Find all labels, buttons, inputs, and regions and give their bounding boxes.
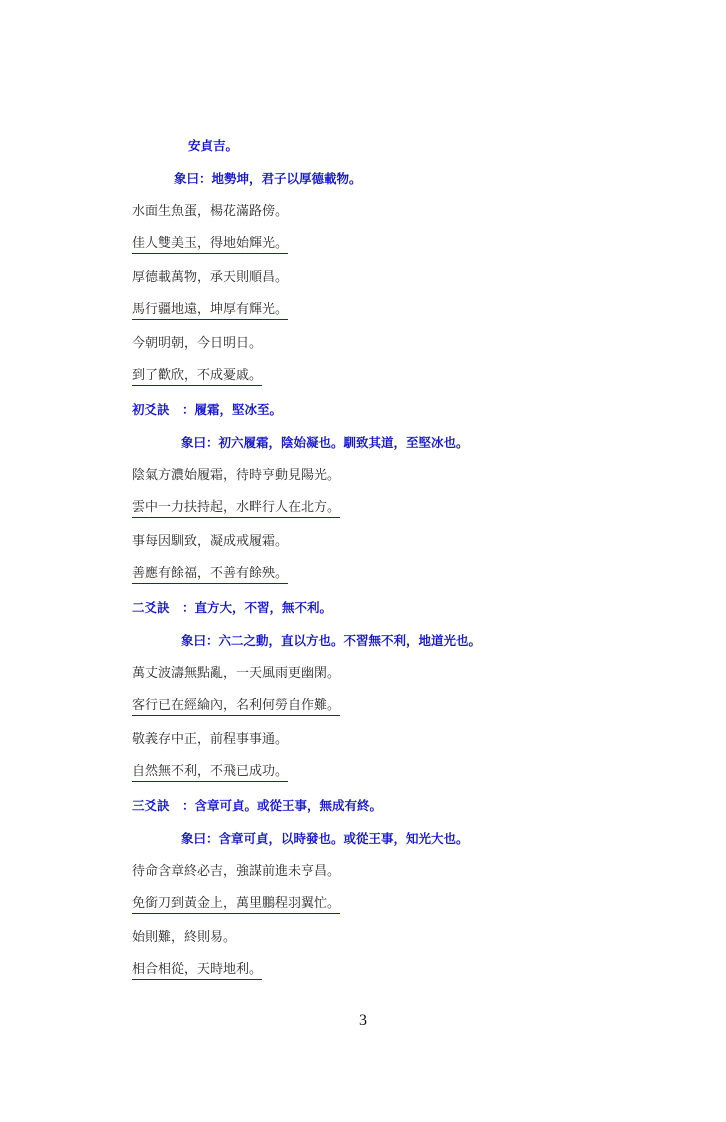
text-line: 厚德載萬物，承天則順昌。 — [132, 270, 289, 285]
text-line: 敬義存中正，前程事事通。 — [132, 732, 289, 747]
text-line: 萬丈波濤無點亂，一天風雨更幽閑。 — [132, 666, 341, 681]
xiang-line: 象曰：含章可貞，以時發也。或從王事，知光大也。 — [181, 831, 469, 846]
page-number: 3 — [359, 1012, 367, 1029]
text-line: 事每因馴致，凝成戒履霜。 — [132, 534, 289, 549]
underlined-line: 客行已在經綸內，名利何勞自作難。 — [132, 698, 340, 716]
yao-heading: 初爻訣 ：履霜，堅冰至。 — [132, 402, 283, 417]
xiang-line: 象曰：初六履霜，陰始凝也。馴致其道，至堅冰也。 — [181, 435, 469, 450]
underlined-line: 相合相從，天時地利。 — [132, 962, 262, 980]
yao-heading: 二爻訣 ：直方大，不習，無不利。 — [132, 600, 333, 615]
text-line: 陰氣方濃始履霜，待時亨動見陽光。 — [132, 468, 341, 483]
yao-heading: 三爻訣 ：含章可貞。或從王事，無成有終。 — [132, 798, 383, 813]
underlined-line: 佳人雙美玉，得地始輝光。 — [132, 236, 288, 254]
underlined-line: 自然無不利，不飛已成功。 — [132, 764, 288, 782]
xiang-line: 象曰：六二之動，直以方也。不習無不利，地道光也。 — [181, 633, 482, 648]
underlined-line: 善應有餘福，不善有餘殃。 — [132, 566, 288, 584]
text-line: 今朝明朝，今日明日。 — [132, 336, 263, 351]
underlined-line: 雲中一力扶持起，水畔行人在北方。 — [132, 500, 340, 518]
text-line: 待命含章終必吉，強謀前進未亨昌。 — [132, 864, 341, 879]
text-line: 安貞吉。 — [188, 138, 239, 153]
underlined-line: 馬行疆地遠，坤厚有輝光。 — [132, 302, 288, 320]
text-line: 始則難，終則易。 — [132, 930, 237, 945]
xiang-line: 象曰：地勢坤，君子以厚德載物。 — [174, 171, 362, 186]
text-line: 水面生魚蛋，楊花滿路傍。 — [132, 204, 289, 219]
underlined-line: 到了歡欣，不成憂戚。 — [132, 368, 262, 386]
underlined-line: 免銜刀到黃金上，萬里鵬程羽翼忙。 — [132, 896, 340, 914]
